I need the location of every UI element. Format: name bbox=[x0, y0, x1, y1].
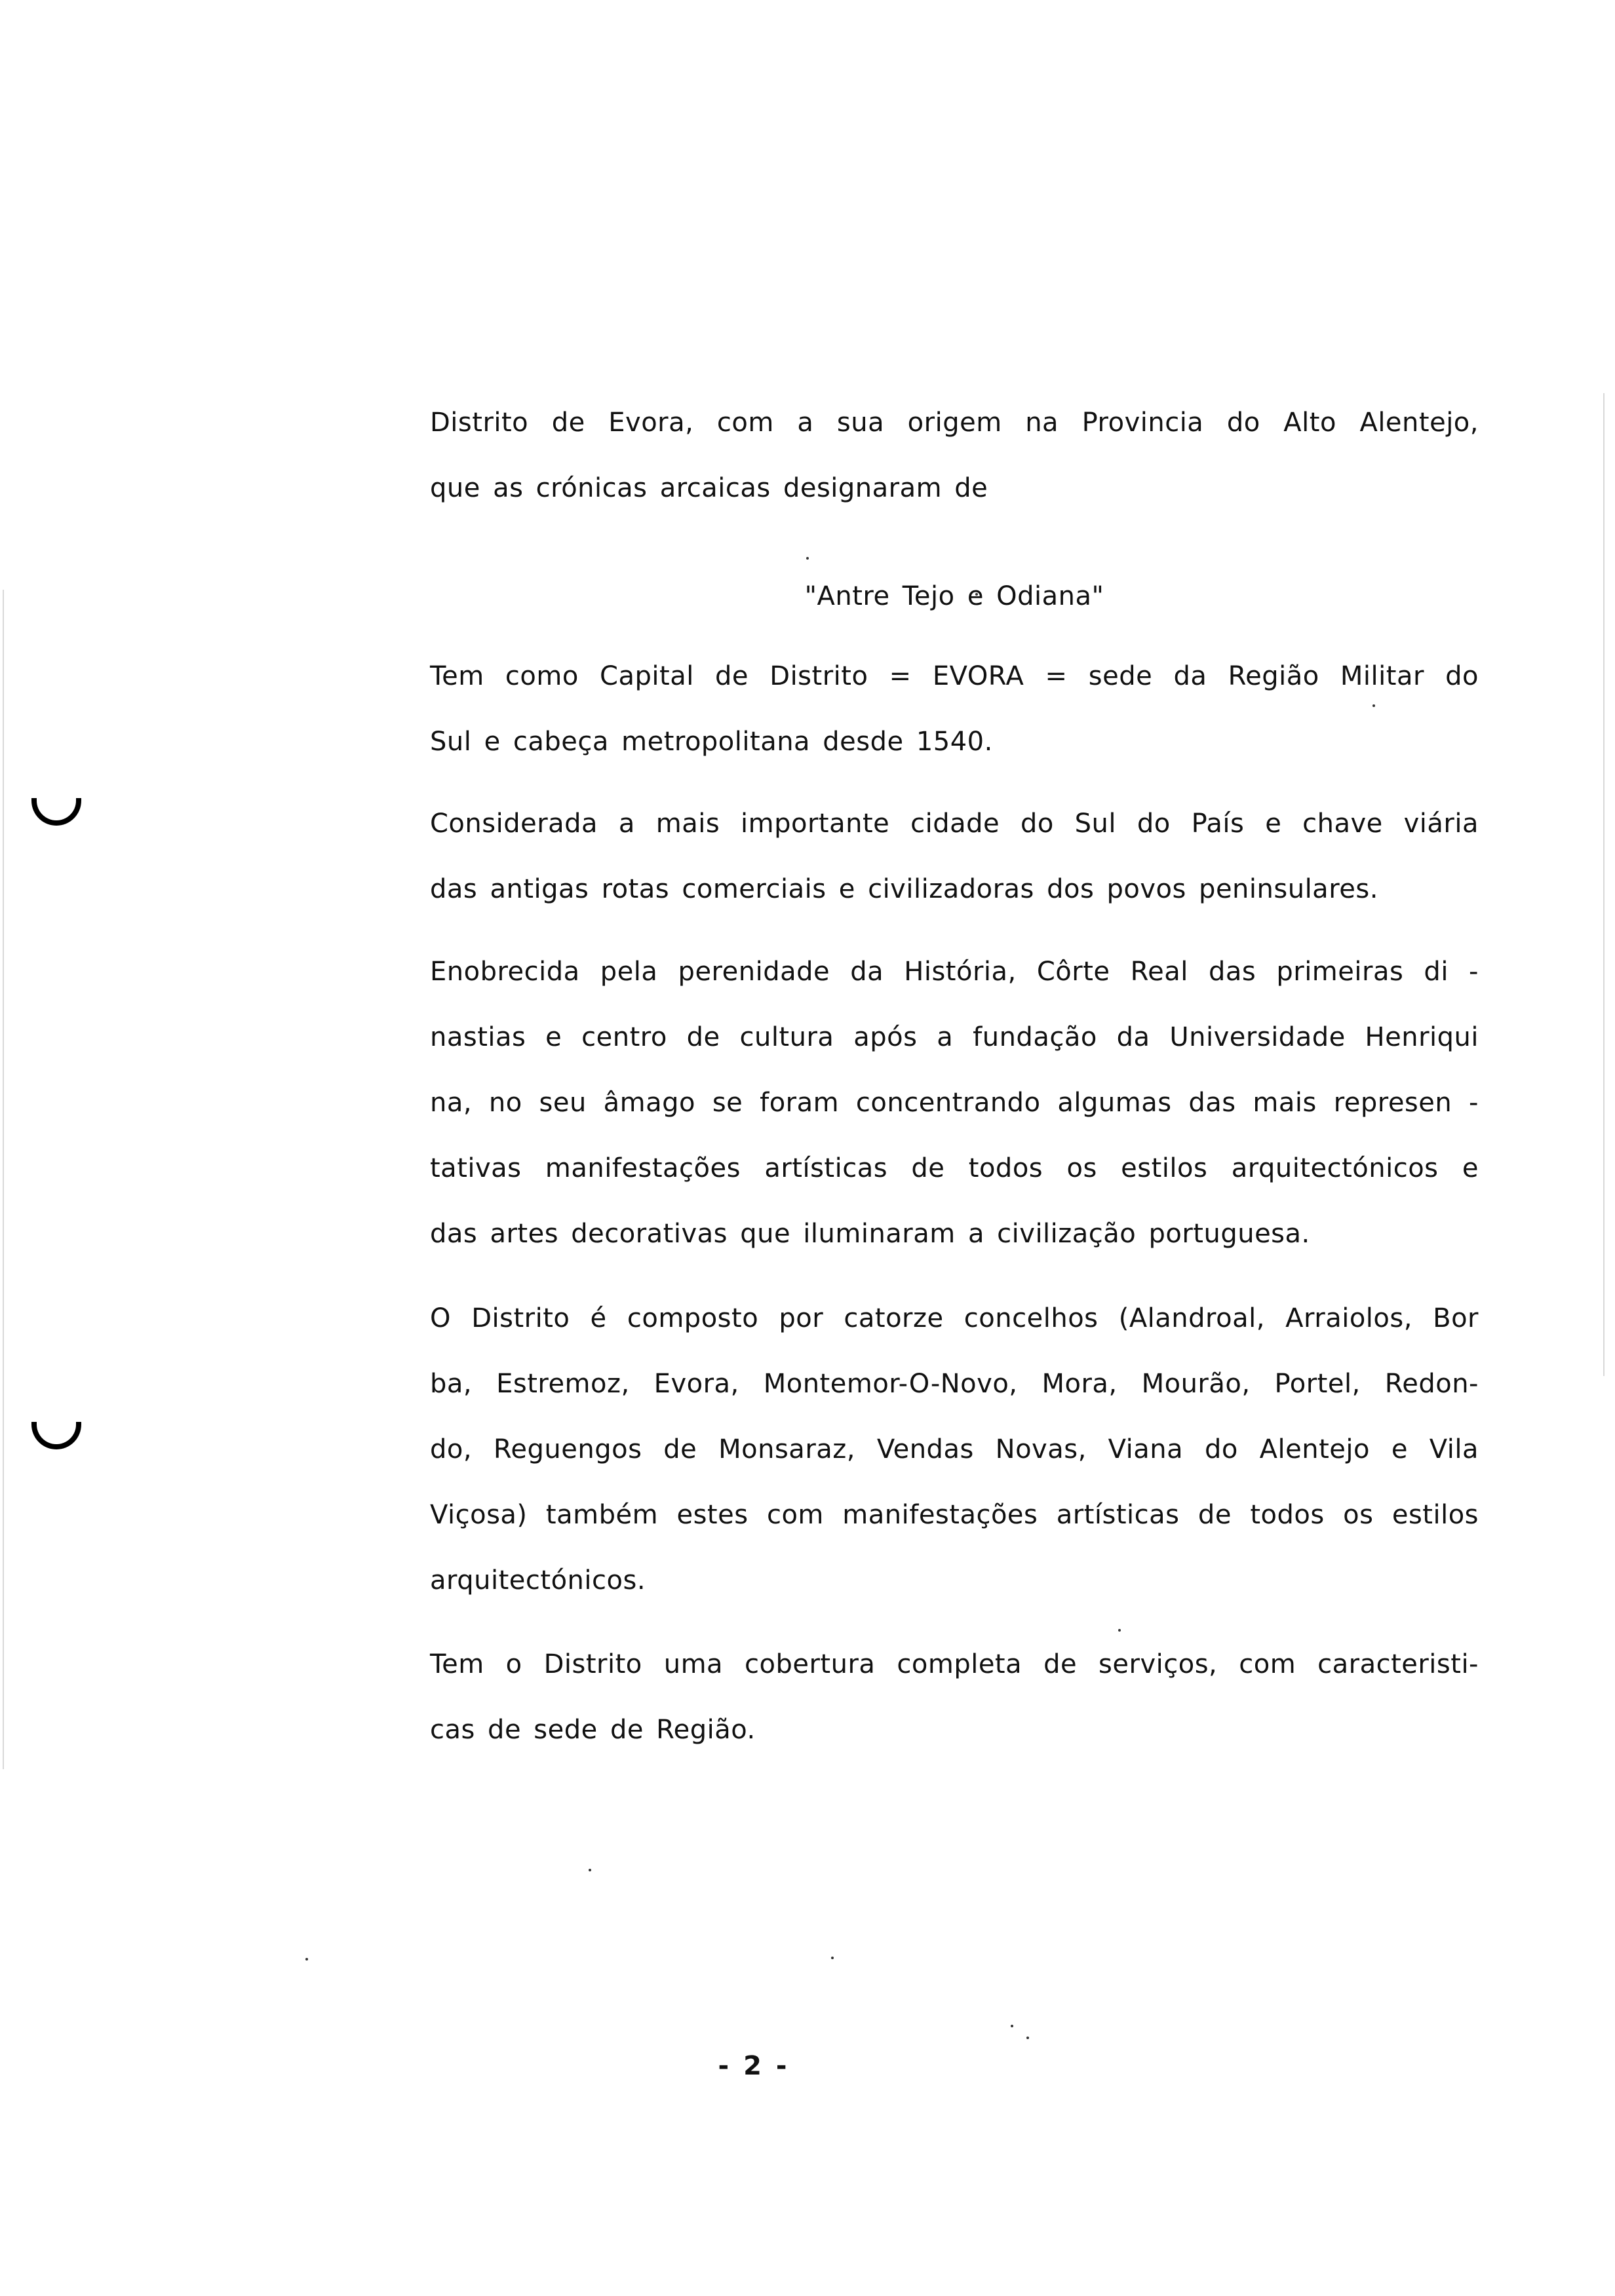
text-line: O Distrito é composto por catorze concelhos (Alandroal, Arraiolos, Bor bbox=[430, 1303, 1479, 1333]
text-line: tativas manifestações artísticas de todos os estilos arquitectónicos e bbox=[430, 1153, 1479, 1183]
quoted-title bbox=[430, 564, 1479, 629]
paragraph-services bbox=[430, 1632, 1479, 1763]
text-line: que as crónicas arcaicas designaram de bbox=[430, 473, 988, 503]
scan-speck bbox=[831, 1957, 834, 1959]
scan-speck bbox=[589, 1869, 591, 1871]
scan-speck bbox=[1011, 2025, 1013, 2027]
text-line: na, no seu âmago se foram concentrando algumas das mais represen - bbox=[430, 1088, 1479, 1118]
text-line: Considerada a mais importante cidade do Sul do País e chave viária bbox=[430, 809, 1479, 839]
page-number: - 2 - bbox=[718, 2051, 790, 2081]
paragraph-councils bbox=[430, 1286, 1479, 1613]
scan-edge-right bbox=[1603, 393, 1605, 1376]
text-line: nastias e centro de cultura após a fundação da Universidade Henriqui bbox=[430, 1022, 1479, 1052]
scan-speck bbox=[305, 1958, 308, 1961]
paragraph-importance bbox=[430, 791, 1479, 922]
scan-edge-left bbox=[3, 590, 4, 1769]
paragraph-history bbox=[430, 939, 1479, 1267]
text-line: arquitectónicos. bbox=[430, 1565, 646, 1596]
text-line: do, Reguengos de Monsaraz, Vendas Novas, Viana do Alentejo e Vila bbox=[430, 1434, 1479, 1464]
text-line: das artes decorativas que iluminaram a civilização portuguesa. bbox=[430, 1219, 1310, 1249]
paragraph-intro bbox=[430, 390, 1479, 521]
text-line: Distrito de Evora, com a sua origem na Provincia do Alto Alentejo, bbox=[430, 408, 1479, 438]
punch-hole-top bbox=[31, 798, 81, 826]
text-line: das antigas rotas comerciais e civilizadoras dos povos peninsulares. bbox=[430, 874, 1378, 904]
punch-hole-bottom bbox=[31, 1422, 81, 1449]
text-line: Tem como Capital de Distrito = EVORA = sede da Região Militar do bbox=[430, 661, 1479, 691]
text-line: ba, Estremoz, Evora, Montemor-O-Novo, Mora, Mourão, Portel, Redon- bbox=[430, 1369, 1479, 1399]
text-line: Tem o Distrito uma cobertura completa de serviços, com caracteristi- bbox=[430, 1649, 1479, 1679]
text-line: Viçosa) também estes com manifestações artísticas de todos os estilos bbox=[430, 1500, 1479, 1530]
text-line: Sul e cabeça metropolitana desde 1540. bbox=[430, 727, 993, 757]
text-line: cas de sede de Região. bbox=[430, 1715, 756, 1745]
scan-speck bbox=[806, 557, 809, 560]
text-line: "Antre Tejo e Odiana" bbox=[804, 581, 1104, 611]
paragraph-capital bbox=[430, 643, 1479, 775]
text-line: Enobrecida pela perenidade da História, Côrte Real das primeiras di - bbox=[430, 957, 1479, 987]
scan-speck bbox=[1026, 2037, 1029, 2039]
